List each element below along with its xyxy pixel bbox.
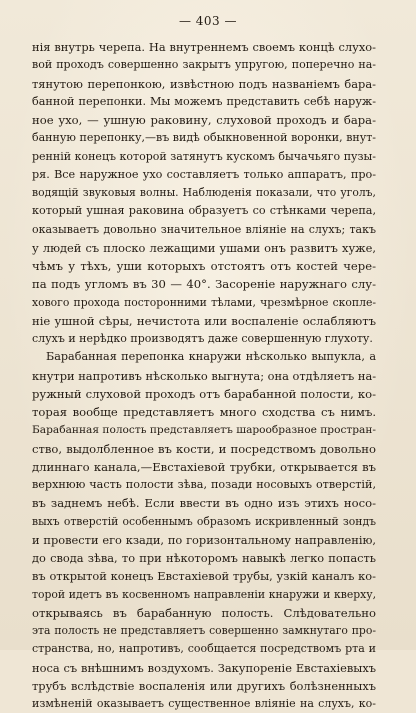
text-line: тянутою перепонкою, извѣстною подъ названіемъ бара-: [32, 76, 376, 91]
text-line: ренній конецъ которой затянутъ кускомъ бычачьяго пузы-: [32, 149, 376, 163]
text-line: до свода зѣва, то при нѣкоторомъ навыкѣ легко попасть: [32, 551, 376, 565]
text-line: и провести его кзади, по горизонтальному направленію,: [32, 532, 376, 547]
body-text: [32, 38, 376, 713]
text-line: па подъ угломъ въ 30 — 40°. Засореніе наружнаго слу-: [32, 277, 376, 292]
text-line: чѣмъ у тѣхъ, уши которыхъ отстоятъ отъ костей чере-: [32, 259, 376, 273]
text-line: въ открытой конецъ Евстахіевой трубы, узкій каналъ ко-: [32, 569, 376, 584]
text-line: нія внутрь черепа. На внутреннемъ своемъ концѣ слухо-: [32, 40, 376, 54]
text-line: слухъ и нерѣдко производятъ даже совершенную глухоту.: [32, 332, 373, 345]
text-line: ство, выдолбленное въ кости, и посредствомъ довольно: [32, 441, 376, 456]
page-number: — 403 —: [178, 14, 238, 28]
text-line: который ушная раковина образуетъ со стѣнками черепа,: [32, 204, 376, 218]
text-line: выхъ отверстій особеннымъ образомъ искривленный зондъ: [32, 514, 376, 528]
text-line: длиннаго канала,—Евстахіевой трубки, открывается въ: [32, 459, 376, 474]
text-line: странства, но, напротивъ, сообщается посредствомъ рта и: [32, 642, 376, 656]
text-line: банную перепонку,—въ видѣ обыкновенной воронки, внут-: [32, 131, 376, 145]
text-line: у людей съ плоско лежащими ушами онъ развитъ хуже,: [32, 240, 376, 255]
text-line: торой идетъ въ косвенномъ направленіи кнаружи и кверху,: [32, 587, 376, 601]
text-line: кнутри напротивъ нѣсколько выгнута; она отдѣляетъ на-: [32, 368, 377, 383]
text-line: ружный слуховой проходъ отъ барабанной полости, ко-: [32, 386, 376, 401]
text-line: банной перепонки. Мы можемъ представить себѣ наруж-: [32, 94, 376, 108]
text-line: въ заднемъ небѣ. Если ввести въ одно изъ этихъ носо-: [32, 496, 376, 511]
text-line: Барабанная перепонка кнаружи нѣсколько выпукла, а: [46, 350, 376, 364]
text-line: открываясь въ барабанную полость. Слѣдовательно: [32, 605, 376, 620]
text-line: ря. Все наружное ухо составляетъ только аппаратъ, про-: [32, 167, 376, 181]
text-line: оказываетъ довольно значительное вліяніе на слухъ; такъ: [32, 222, 376, 236]
text-line: носа съ внѣшнимъ воздухомъ. Закупореніе Евстахіевыхъ: [32, 660, 376, 675]
text-line: верхнюю часть полости зѣва, позади носовыхъ отверстій,: [32, 478, 376, 491]
text-line: водящій звуковыя волны. Наблюденія показали, что уголъ,: [32, 186, 376, 199]
text-line: эта полость не представляетъ совершенно замкнутаго про-: [32, 624, 376, 637]
text-line: Барабанная полость представляетъ шарообразное простран-: [32, 424, 376, 437]
text-line: торая вообще представляетъ много сходства съ нимъ.: [32, 405, 376, 419]
text-line: хового прохода посторонними тѣлами, чрезмѣрное скопле-: [32, 295, 376, 309]
text-line: вой проходъ совершенно закрытъ упругою, поперечно на-: [32, 58, 376, 72]
text-line: ніе ушной сѣры, нечистота или воспаленіе ослабляютъ: [32, 313, 376, 328]
text-line: ное ухо, — ушную раковину, слуховой проходъ и бара-: [32, 113, 376, 127]
text-line: трубъ вслѣдствіе воспаленія или другихъ болѣзненныхъ: [32, 678, 376, 693]
text-line: измѣненій оказываетъ существенное вліяніе на слухъ, ко-: [32, 697, 376, 710]
